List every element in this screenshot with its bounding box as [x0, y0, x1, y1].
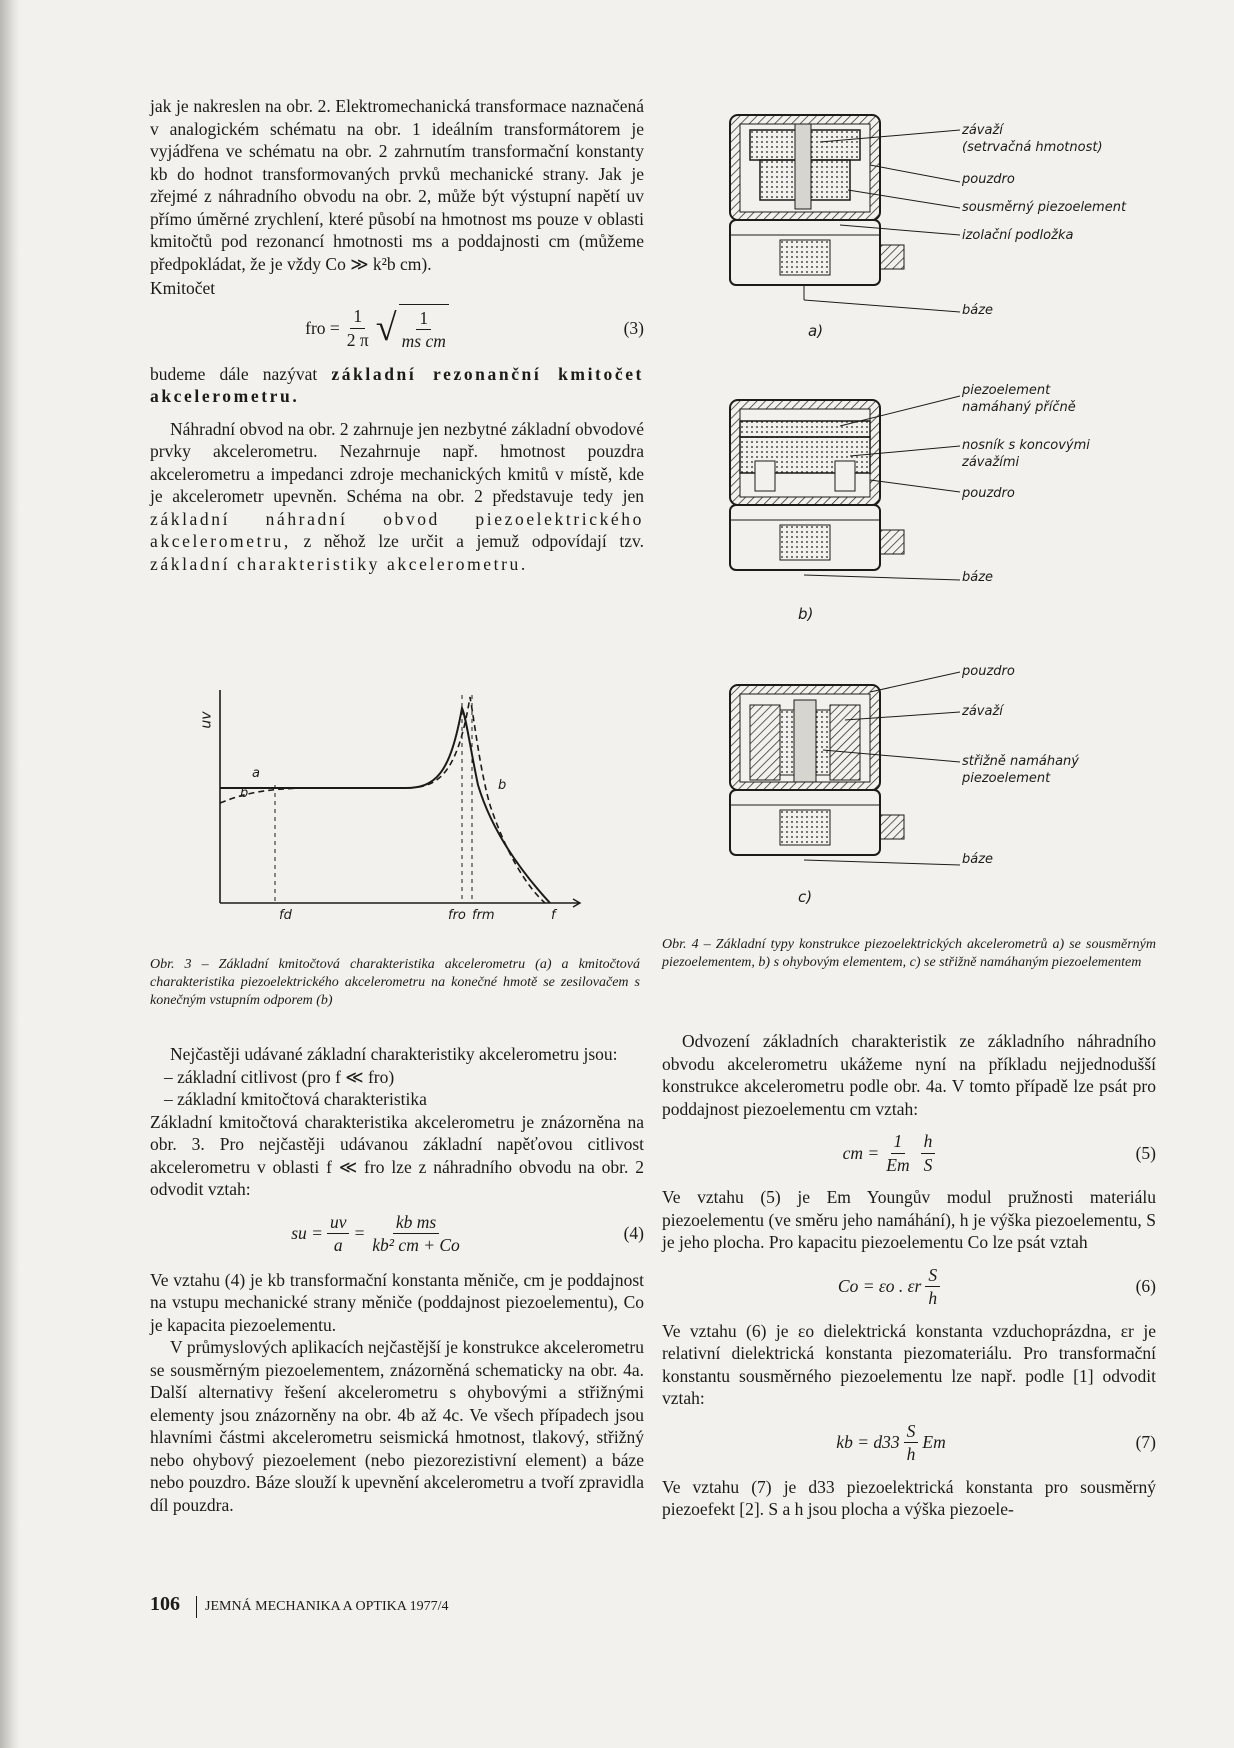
x-tick-label: frm: [472, 908, 495, 923]
paragraph: jak je nakreslen na obr. 2. Elektromechanická transformace naznačená v analogickém schématu na obr. 1 ideálním transformátorem je vyjádřena ve schématu na obr. 2 zahrnutím transformační konstanty kb do hodnot transformovaných prvků mechanické strany. Jak je zřejmé z náhradního obvodu na obr. 2, může být výstupní napětí uv přímo úměrné zrychlení, které působí na hmotnost ms pouze v oblasti kmitočtů pod rezonancí hmotnosti ms a poddajnosti cm (můžeme předpokládat, že je vždy Co ≫ k²b cm).: [150, 96, 644, 274]
page-binding-edge: [0, 0, 20, 1748]
y-axis-label: uv: [198, 711, 215, 729]
equation-term: Co = εo . εr: [837, 1276, 922, 1297]
figure-4-caption: Obr. 4 – Základní typy konstrukce piezoelektrických akcelerometrů a) se sousměrným piezoelementem, b) s ohybovým elementem, c) se střižně namáhaným piezoelementem: [662, 937, 1156, 970]
list-item: – základní citlivost (pro f ≪ fro): [164, 1066, 644, 1089]
label: piezoelement: [962, 771, 1051, 786]
diagram-c: [730, 685, 904, 855]
curve-label-a: a: [252, 766, 260, 781]
equation-5: [662, 1130, 1156, 1176]
fraction: $\frac{\text{kb ms}}{\text{kb² cm + Co}}$: [372, 1211, 460, 1255]
paragraph: Ve vztahu (6) je εo dielektrická konstanta vzduchoprázdna, εr je relativní dielektrická konstanta piezomateriálu. Pro transformační konstantu sousměrného piezoelementu lze např. podle [1] odvodit vztah:: [662, 1320, 1156, 1408]
diagram-a: [730, 115, 904, 300]
label: závaží: [962, 123, 1003, 138]
equation-number: (4): [623, 1223, 644, 1244]
characteristics-list: [150, 1066, 644, 1111]
equation-3: [150, 304, 644, 353]
label: sousměrný piezoelement: [962, 200, 1127, 215]
left-column: [150, 95, 644, 575]
equation-term: cm =: [842, 1142, 880, 1163]
fraction: $\frac{1}{2 \pi}$: [346, 306, 369, 350]
paragraph: Kmitočet: [150, 278, 216, 298]
fraction: $\frac{S}{h}$: [925, 1264, 940, 1310]
paragraph: Ve vztahu (4) je kb transformační konstanta měniče, cm je poddajnost na vstupu mechanické strany měniče (poddajnost piezoelementu), Co je kapacita piezoelementu.: [150, 1269, 644, 1335]
paragraph: Nejčastěji udávané základní charakteristiky akcelerometru jsou:: [170, 1044, 618, 1064]
fraction: $\frac{S}{h}$: [904, 1420, 919, 1466]
curve-label-b: b: [498, 778, 507, 793]
footer-divider: [196, 1596, 197, 1618]
x-tick-label: fd: [279, 908, 292, 923]
equation-number: (3): [623, 317, 644, 338]
subfigure-letter: c): [798, 888, 813, 906]
paragraph: budeme dále nazývat základní rezonanční kmitočet akcelerometru.: [150, 363, 644, 406]
accelerometer-diagrams: [720, 110, 1000, 870]
sqrt-sign: √: [375, 307, 397, 349]
x-tick-label: fro: [448, 908, 466, 923]
label: báze: [962, 570, 994, 585]
frequency-response-chart: [185, 685, 585, 935]
equation-6: [662, 1264, 1156, 1310]
equation-number: (7): [1135, 1432, 1156, 1453]
label: piezoelement: [962, 383, 1051, 398]
label: pouzdro: [962, 486, 1015, 501]
paragraph: Ve vztahu (5) je Em Youngův modul pružnosti materiálu piezoelementu (ve směru jeho namáhání), h je výška piezoelementu, S je jeho plocha. Pro kapacitu piezoelementu Co lze psát vztah: [662, 1187, 1156, 1252]
label: báze: [962, 852, 994, 867]
label: závaží: [962, 704, 1003, 719]
equation-4: [150, 1211, 644, 1257]
label: závažími: [962, 455, 1020, 470]
label: pouzdro: [962, 172, 1015, 187]
label: báze: [962, 303, 994, 318]
fraction: $\frac{h}{S}$: [921, 1130, 936, 1176]
curve-b: [220, 697, 545, 903]
fraction: $\frac{1}{\text{ms cm}}$: [399, 304, 449, 353]
paragraph: Náhradní obvod na obr. 2 zahrnuje jen nezbytné základní obvodové prvky akcelerometru. Nezahrnuje např. hmotnost pouzdra akcelerometru a impedanci zdroje mechanických kmitů v místě, kde je akcelerometr upevněn. Schéma na obr. 2 představuje tedy jen základní náhradní obvod piezoelektrického akcelerometru, z něhož lze určit a jemuž odpovídají tzv. základní charakteristiky akcelerometru.: [150, 418, 644, 574]
paragraph: Ve vztahu (7) je d33 piezoelektrická konstanta pro sousměrný piezoefekt [2]. S a h jsou plocha a výška piezoele-: [662, 1476, 1156, 1519]
page-number: 106: [150, 1593, 180, 1615]
equation-number: (6): [1135, 1276, 1156, 1297]
equation-term: Em: [922, 1432, 946, 1453]
journal-name: JEMNÁ MECHANIKA A OPTIKA 1977/4: [205, 1599, 449, 1614]
equation-term: kb = d33: [836, 1432, 900, 1453]
label: nosník s koncovými: [962, 438, 1090, 453]
page-footer: [150, 1593, 448, 1618]
fraction: $\frac{uv}{a}$: [327, 1211, 350, 1257]
subfigure-letter: a): [808, 322, 824, 340]
subfigure-letter: b): [798, 605, 814, 623]
equation-term: su =: [291, 1223, 323, 1244]
fraction: $\frac{1}{Em}$: [886, 1131, 910, 1175]
label: (setrvačná hmotnost): [962, 140, 1103, 155]
figure-3-caption: Obr. 3 – Základní kmitočtová charakteristika akcelerometru (a) a kmitočtová charakteristika piezoelektrického akcelerometru na konečné hmotě se zesilovačem s konečným vstupním odporem (b): [150, 957, 640, 1008]
left-column-lower: [150, 1043, 644, 1516]
curve-label-b: b: [240, 786, 249, 801]
label: střižně namáhaný: [962, 754, 1079, 769]
label: izolační podložka: [962, 228, 1074, 243]
paragraph: Základní kmitočtová charakteristika akcelerometru je znázorněna na obr. 3. Pro nejčastěji udávanou základní napěťovou citlivost akcelerometru v oblasti f ≪ fro lze z náhradního obvodu na obr. 2 odvodit vztah:: [150, 1111, 644, 1199]
x-tick-label: f: [551, 908, 556, 923]
label: pouzdro: [962, 664, 1015, 679]
curve-a: [220, 708, 550, 903]
equation-7: [662, 1420, 1156, 1466]
diagram-b: [730, 400, 904, 570]
equation-term: =: [353, 1223, 366, 1244]
paragraph: Odvození základních charakteristik ze základního náhradního obvodu akcelerometru ukážeme nyní na příkladu nejjednodušší konstrukce akcelerometru podle obr. 4a. V tomto případě lze psát pro poddajnost piezoelementu cm vztah:: [662, 1031, 1156, 1119]
equation-term: fro =: [305, 317, 340, 338]
right-column: [662, 1030, 1156, 1521]
label: namáhaný příčně: [962, 400, 1076, 415]
equation-number: (5): [1135, 1142, 1156, 1163]
paragraph: V průmyslových aplikacích nejčastější je konstrukce akcelerometru se sousměrným piezoelementem, znázorněná schematicky na obr. 4a. Další alternativy řešení akcelerometru s ohybovými a střižnými elementy jsou znázorněny na obr. 4b až 4c. Ve všech případech jsou hlavními částmi akcelerometru seismická hmotnost, tlakový, střižný nebo ohybový piezoelement (nebo piezorezistivní element) a báze nebo pouzdro. Báze slouží k upevnění akcelerometru a tvoří zpravidla díl pouzdra.: [150, 1337, 644, 1515]
list-item: – základní kmitočtová charakteristika: [164, 1088, 644, 1111]
